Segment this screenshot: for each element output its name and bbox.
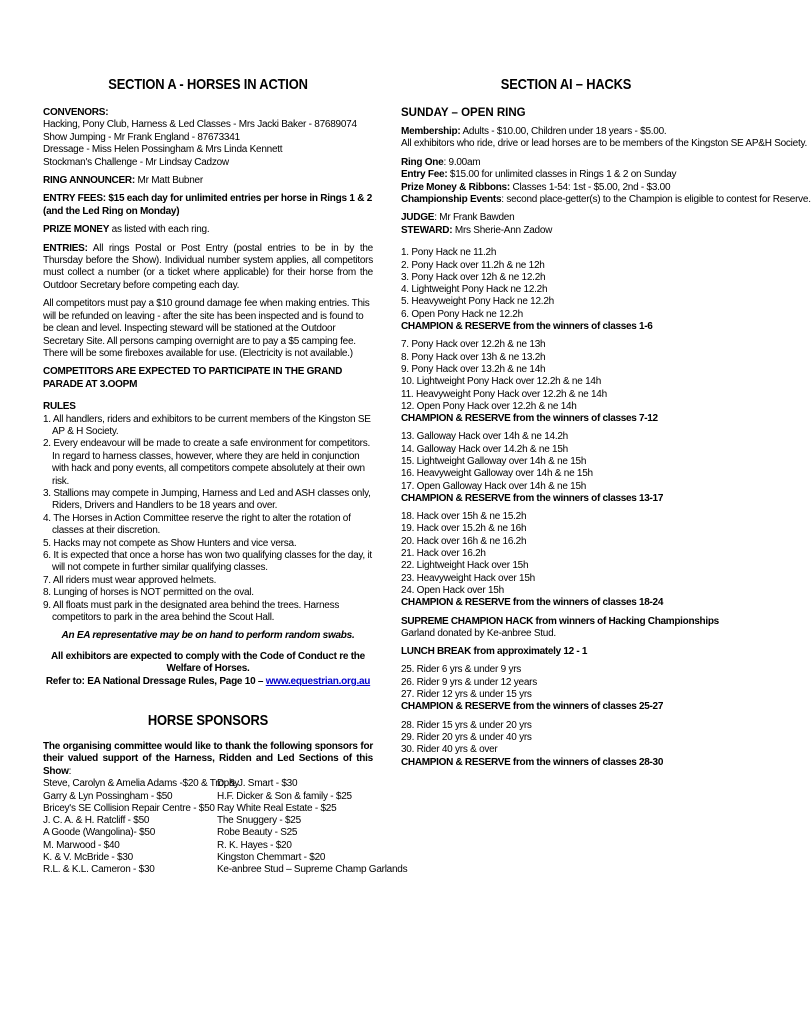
class-item: 13. Galloway Hack over 14h & ne 14.2h	[401, 431, 568, 443]
lunch-break-line: LUNCH BREAK from approximately 12 - 1	[401, 646, 588, 658]
membership-note: All exhibitors who ride, drive or lead horses are to be members of the Kingston SE AP&H Society.	[401, 138, 808, 150]
section-a-title: SECTION A - HORSES IN ACTION	[108, 76, 308, 93]
prize-money-line	[401, 182, 731, 194]
convenor-line: Dressage - Miss Helen Possingham & Mrs Linda Kennett	[43, 144, 283, 156]
section-ai-title: SECTION AI – HACKS	[500, 76, 632, 93]
entry-fee-label: Entry Fee:	[401, 169, 448, 181]
champion-line: CHAMPION & RESERVE from the winners of classes 28-30	[401, 756, 664, 768]
sponsor-item: A Goode (Wangolina)- $50	[43, 827, 156, 839]
rule-item: 5. Hacks may not compete as Show Hunters and vice versa.	[43, 537, 297, 549]
class-item: 20. Hack over 16h & ne 16.2h	[401, 535, 527, 547]
sponsor-item: H.F. Dicker & Son & family - $25	[217, 790, 352, 802]
refer-to-line	[43, 676, 373, 688]
steward-value: Mrs Sherie-Ann Zadow	[452, 224, 553, 236]
ring-one-value: : 9.00am	[443, 156, 481, 168]
champion-line: CHAMPION & RESERVE from the winners of classes 25-27	[401, 701, 664, 713]
sponsor-item: Garry & Lyn Possingham - $50	[43, 790, 173, 802]
ring-one-label: Ring One	[401, 156, 444, 168]
sponsors-intro-bold: The organising committee would like to thank the following sponsors for their valued support of the Harness, Ridden and Led Sections of this Show	[43, 741, 373, 777]
championship-value: : second place-getter(s) to the Champion is eligible to contest for Reserve.	[501, 194, 811, 206]
judge-line	[401, 212, 731, 224]
class-item: 23. Heavyweight Hack over 15h	[401, 572, 535, 584]
sponsor-item: D. & J. Smart - $30	[217, 778, 298, 790]
membership-label: Membership:	[401, 126, 461, 137]
convenor-line: Show Jumping - Mr Frank England - 87673341	[43, 131, 240, 143]
rule-item: 1. All handlers, riders and exhibitors to be current members of the Kingston SE AP & H Society.	[43, 413, 371, 437]
class-item: 6. Open Pony Hack ne 12.2h	[401, 308, 523, 320]
class-item: 24. Open Hack over 15h	[401, 584, 504, 596]
prize-money-label: Prize Money & Ribbons:	[401, 181, 510, 193]
steward-line	[401, 225, 731, 237]
sponsors-intro-end: :	[68, 765, 72, 777]
entry-fee-line	[401, 169, 731, 181]
prize-money-value: as listed with each ring.	[109, 224, 210, 236]
class-item: 19. Hack over 15.2h & ne 16h	[401, 523, 527, 535]
entries-paragraph	[43, 243, 373, 293]
class-group	[401, 431, 731, 505]
sponsor-item: Steve, Carolyn & Amelia Adams -$20 & Trophy	[43, 778, 240, 790]
convenor-line: Hacking, Pony Club, Harness & Led Classes - Mrs Jacki Baker - 87689074	[43, 119, 357, 131]
entries-label: ENTRIES:	[43, 242, 88, 254]
grand-parade-notice: COMPETITORS ARE EXPECTED TO PARTICIPATE IN THE GRAND PARADE AT 3.OOPM	[43, 366, 343, 390]
entry-fees: ENTRY FEES: $15 each day for unlimited entries per horse in Rings 1 & 2 (and the Led Ring on Monday)	[43, 193, 373, 217]
class-item: 10. Lightweight Pony Hack over 12.2h & ne 14h	[401, 376, 601, 388]
champion-line: CHAMPION & RESERVE from the winners of classes 1-6	[401, 321, 653, 333]
class-item: 18. Hack over 15h & ne 15.2h	[401, 511, 527, 523]
class-item: 12. Open Pony Hack over 12.2h & ne 14h	[401, 400, 577, 412]
class-item: 14. Galloway Hack over 14.2h & ne 15h	[401, 443, 568, 455]
class-item: 4. Lightweight Pony Hack ne 12.2h	[401, 284, 548, 296]
championship-label: Championship Events	[401, 194, 502, 206]
championship-line	[401, 194, 811, 206]
rule-item: 2. Every endeavour will be made to create a safe environment for competitors. In regard to harness classes, however, where they are held in conjunction with hack and pony events, all competitors compete absolutely at their own risk.	[43, 438, 371, 487]
rule-item: 4. The Horses in Action Committee reserve the right to alter the rotation of classes at their discretion.	[43, 512, 351, 537]
convenor-line: Stockman's Challenge - Mr Lindsay Cadzow	[43, 156, 229, 168]
steward-label: STEWARD:	[401, 224, 453, 236]
sponsors-grid	[43, 778, 408, 876]
sponsor-item: R.L. & K.L. Cameron - $30	[43, 864, 155, 876]
class-group	[401, 720, 731, 769]
class-item: 1. Pony Hack ne 11.2h	[401, 247, 497, 259]
champion-line: CHAMPION & RESERVE from the winners of classes 7-12	[401, 413, 658, 425]
prize-money	[43, 224, 373, 236]
class-item: 22. Lightweight Hack over 15h	[401, 560, 529, 572]
class-item: 15. Lightweight Galloway over 14h & ne 15h	[401, 456, 587, 467]
sunday-open-ring-subtitle: SUNDAY – OPEN RING	[401, 107, 526, 119]
class-item: 25. Rider 6 yrs & under 9 yrs	[401, 664, 522, 676]
sponsor-item: J. C. A. & H. Ratcliff - $50	[43, 815, 150, 827]
prize-money-value: Classes 1-54: 1st - $5.00, 2nd - $3.00	[509, 181, 671, 193]
sponsor-item: K. & V. McBride - $30	[43, 852, 133, 864]
class-item: 7. Pony Hack over 12.2h & ne 13h	[401, 339, 546, 351]
class-item: 2. Pony Hack over 11.2h & ne 12h	[401, 259, 545, 271]
convenors-heading: CONVENORS:	[43, 107, 109, 118]
sponsor-item: Bricey's SE Collision Repair Centre - $50	[43, 802, 215, 814]
class-item: 17. Open Galloway Hack over 14h & ne 15h	[401, 480, 587, 492]
convenors-list	[43, 119, 373, 169]
supreme-champion-line: SUPREME CHAMPION HACK from winners of Hacking Championships	[401, 615, 719, 627]
ea-representative-note: An EA representative may be on hand to perform random swabs.	[61, 630, 355, 642]
sponsor-item: Kingston Chemmart - $20	[217, 852, 326, 864]
class-group	[401, 339, 731, 425]
equestrian-link[interactable]: www.equestrian.org.au	[265, 675, 371, 687]
prize-money-label: PRIZE MONEY	[43, 224, 110, 236]
left-column	[43, 76, 408, 877]
judge-value: : Mr Frank Bawden	[434, 212, 515, 224]
rule-item: 8. Lunging of horses is NOT permitted on the oval.	[43, 587, 254, 599]
class-item: 30. Rider 40 yrs & over	[401, 744, 498, 756]
officials-block	[401, 212, 731, 237]
class-item: 5. Heavyweight Pony Hack ne 12.2h	[401, 296, 554, 308]
rule-item: 9. All floats must park in the designated area behind the trees. Harness competitors to park in the area behind the Scout Hall.	[43, 599, 340, 624]
judge-label: JUDGE	[401, 212, 435, 224]
sponsor-item: Ke-anbree Stud – Supreme Champ Garlands	[217, 864, 408, 876]
class-item: 28. Rider 15 yrs & under 20 yrs	[401, 719, 532, 731]
right-column	[401, 76, 811, 775]
sponsor-item: Ray White Real Estate - $25	[217, 802, 337, 814]
class-group	[401, 511, 731, 609]
sponsor-item: R. K. Hayes - $20	[217, 839, 292, 851]
class-item: 29. Rider 20 yrs & under 40 yrs	[401, 731, 532, 743]
membership-line	[401, 126, 731, 138]
rules-list	[43, 414, 373, 625]
garland-line: Garland donated by Ke-anbree Stud.	[401, 627, 556, 639]
ring-announcer-label: RING ANNOUNCER:	[43, 175, 135, 187]
class-item: 3. Pony Hack over 12h & ne 12.2h	[401, 271, 546, 283]
rules-heading: RULES	[43, 401, 76, 413]
refer-to-text: Refer to: EA National Dressage Rules, Page 10 –	[45, 675, 266, 687]
ring-one-block	[401, 156, 811, 207]
class-item: 27. Rider 12 yrs & under 15 yrs	[401, 689, 532, 701]
class-group	[401, 664, 731, 713]
class-item: 21. Hack over 16.2h	[401, 548, 486, 560]
entries-value: All rings Postal or Post Entry (postal entries to be in by the Thursday before the Show). Individual number system applies, all competitors must collect a number (or a ticket where applicable) for their horse from the Outdoor Secretary before competing each day.	[43, 242, 373, 291]
class-item: 8. Pony Hack over 13h & ne 13.2h	[401, 351, 546, 363]
ring-one-line	[401, 157, 731, 169]
class-item: 9. Pony Hack over 13.2h & ne 14h	[401, 363, 546, 375]
horse-sponsors-title: HORSE SPONSORS	[147, 712, 269, 730]
entry-fee-value: $15.00 for unlimited classes in Rings 1 & 2 on Sunday	[447, 169, 677, 181]
sponsors-intro	[43, 741, 373, 778]
ground-damage-paragraph: All competitors must pay a $10 ground damage fee when making entries. This will be refunded on leaving - after the site has been inspected and is found to be clean and level. Inspecting steward will be stationed at the Outdoor Secretary Site. All persons camping overnight are to pay a $5 camping fee. There will be some fireboxes available for use. (Electricity is not available.)	[43, 298, 370, 359]
membership-value: Adults - $10.00, Children under 18 years - $5.00.	[460, 126, 667, 137]
rule-item: 7. All riders must wear approved helmets.	[43, 574, 217, 586]
class-item: 11. Heavyweight Pony Hack over 12.2h & ne 14h	[401, 388, 607, 400]
sponsor-item: M. Marwood - $40	[43, 839, 120, 851]
class-group	[401, 247, 731, 333]
champion-line: CHAMPION & RESERVE from the winners of classes 13-17	[401, 492, 664, 504]
sponsor-item: Robe Beauty - S25	[217, 827, 298, 839]
champion-line: CHAMPION & RESERVE from the winners of classes 18-24	[401, 597, 664, 609]
code-of-conduct-note: All exhibitors are expected to comply with the Code of Conduct re the Welfare of Horses.	[51, 650, 365, 675]
class-item: 26. Rider 9 yrs & under 12 years	[401, 676, 537, 688]
membership-block	[401, 126, 808, 151]
sponsor-item: The Snuggery - $25	[217, 815, 301, 827]
rule-item: 6. It is expected that once a horse has won two qualifying classes for the day, it will not compete in further similar qualifying classes.	[43, 550, 372, 574]
rule-item: 3. Stallions may compete in Jumping, Harness and Led and ASH classes only, Riders, Drivers and Handlers to be 18 years and over.	[43, 487, 371, 512]
class-item: 16. Heavyweight Galloway over 14h & ne 15h	[401, 468, 593, 480]
ring-announcer-value: Mr Matt Bubner	[135, 175, 203, 187]
ring-announcer	[43, 175, 373, 187]
